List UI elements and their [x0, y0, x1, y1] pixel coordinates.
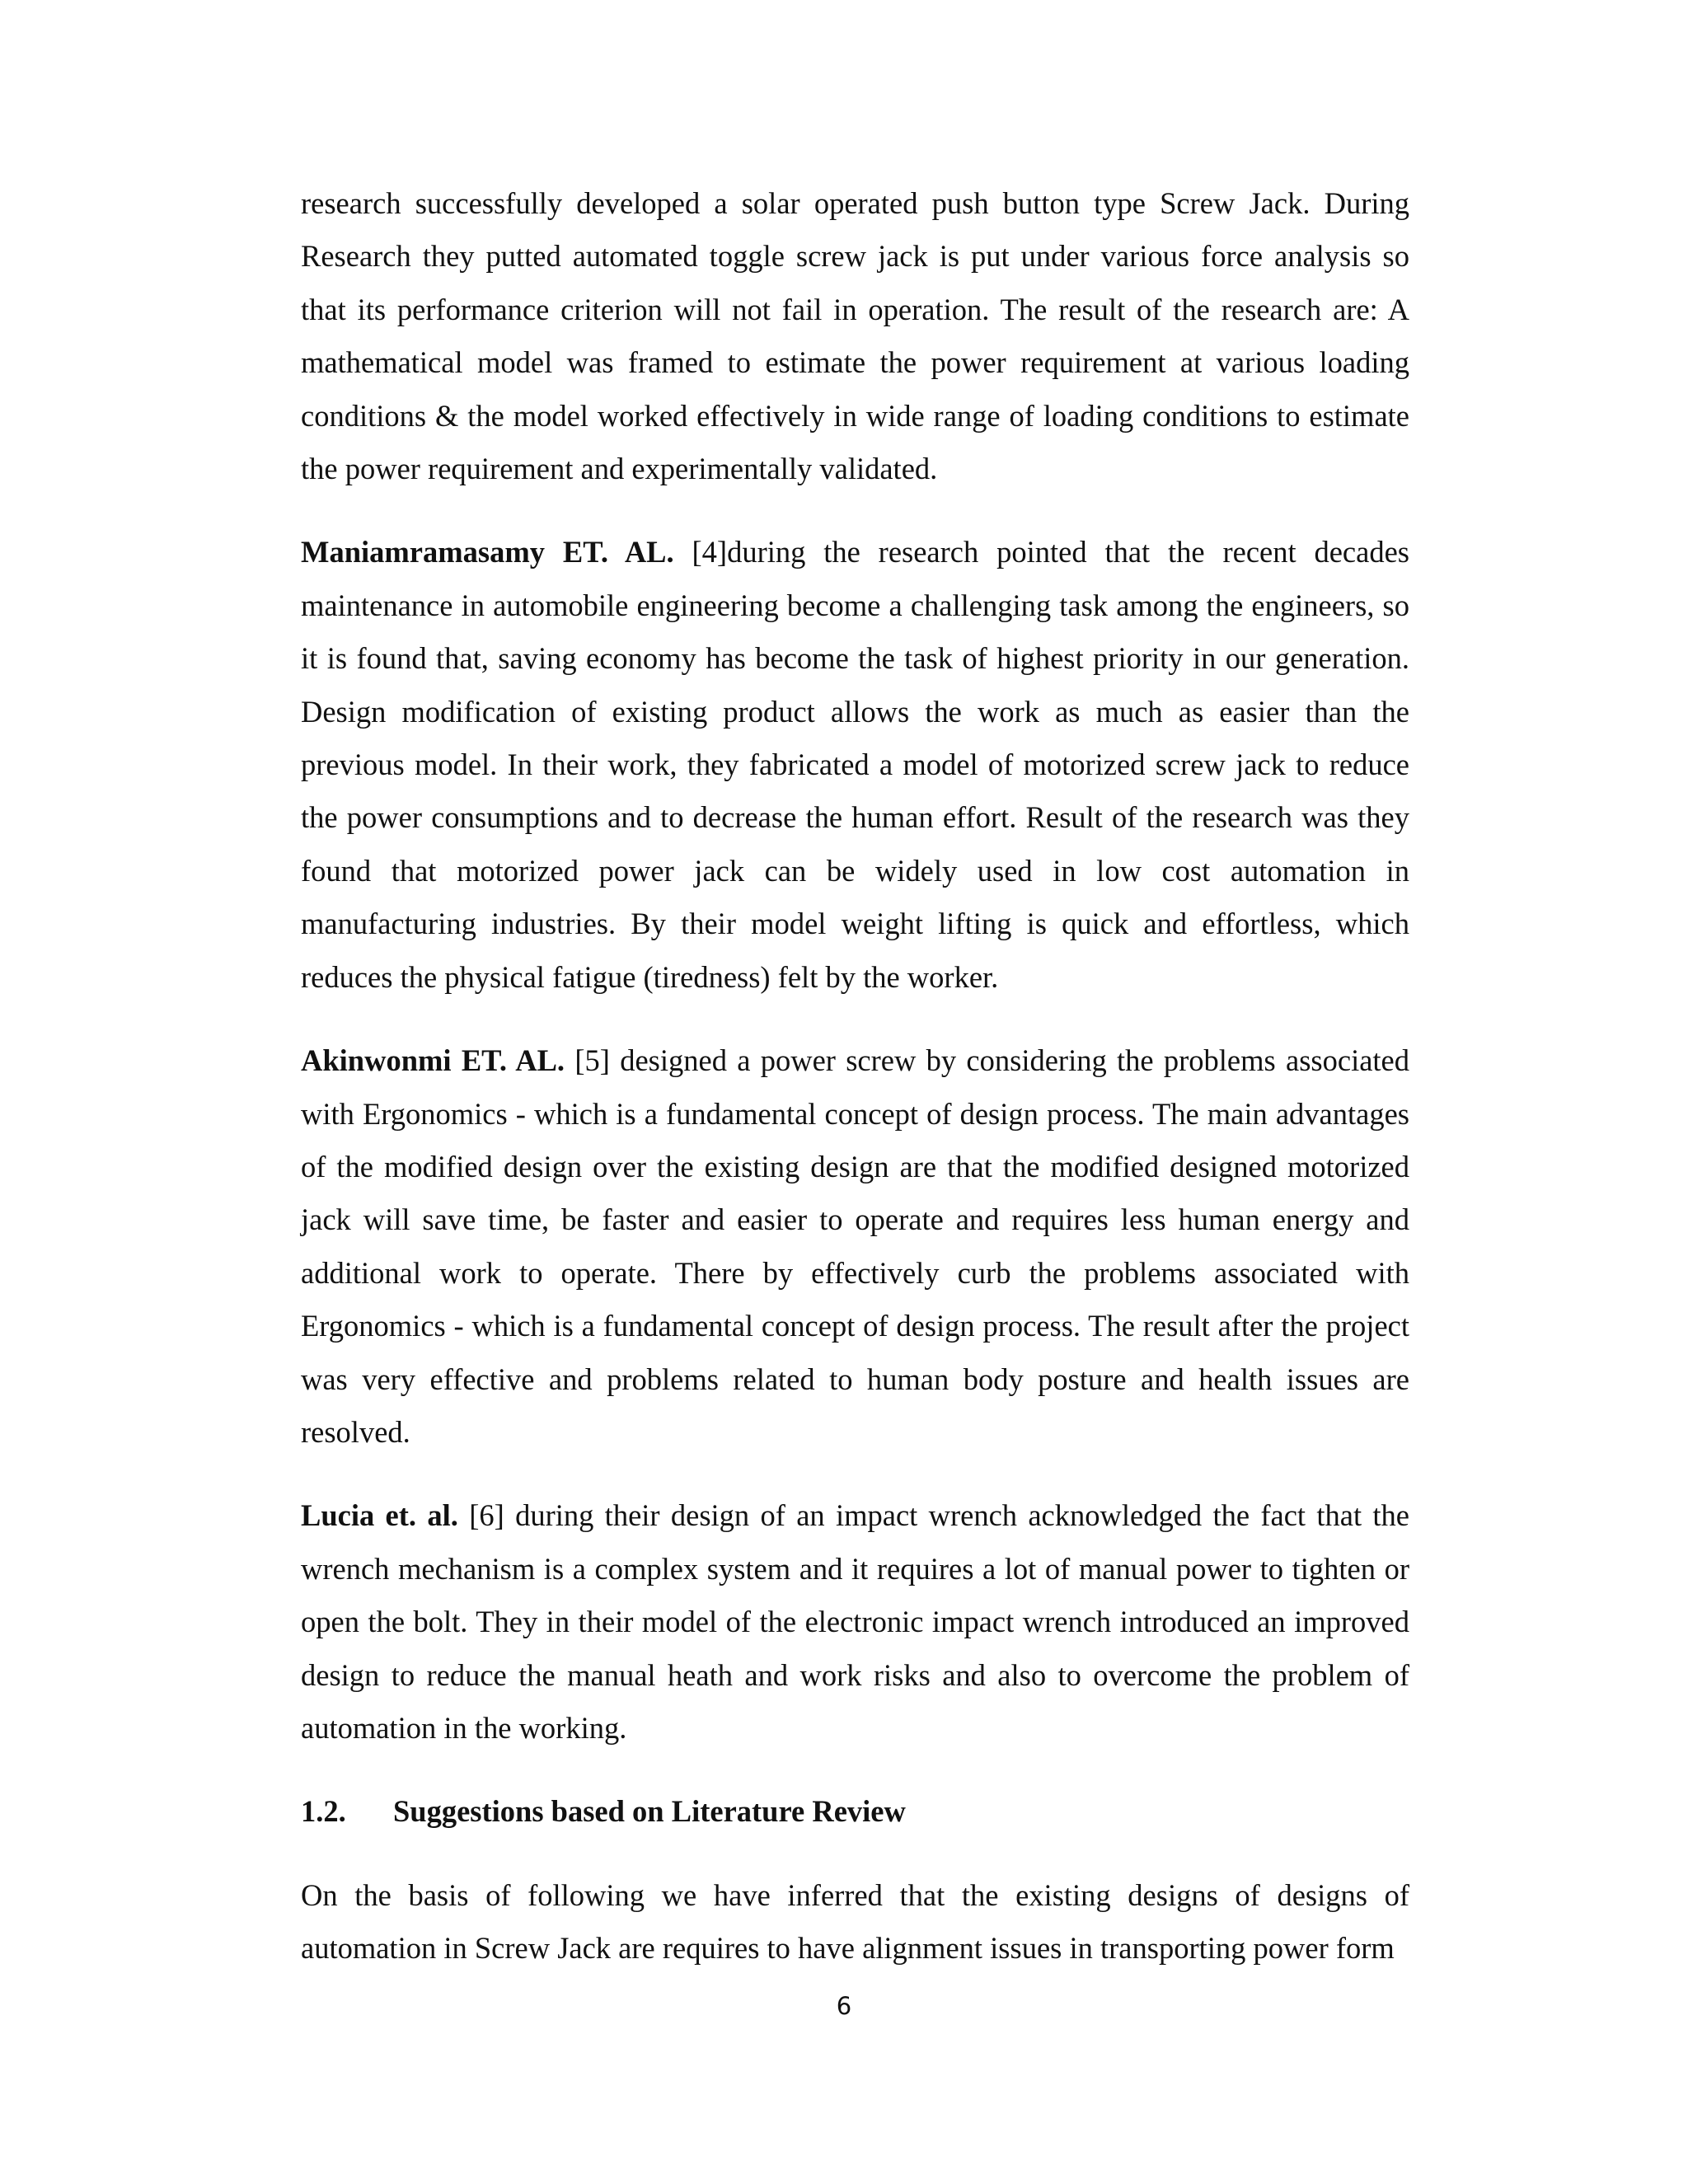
paragraph-text: [4]during the research pointed that the recent decades maintenance in automobile engineering become a challenging task among the engineers, so it is found that, saving economy has become the task of highest priority in our generation. Design modification of existing product allows the work as much as easier than the previous model. In their work, they fabricated a model of motorized screw jack to reduce the power consumptions and to decrease the human effort. Result of the research was they found that motorized power jack can be widely used in low cost automation in manufacturing industries. By their model weight lifting is quick and effortless, which reduces the physical fatigue (tiredness) felt by the worker.: [301, 535, 1409, 994]
paragraph-maniamramasamy: [301, 526, 1409, 1004]
paragraph-suggestions: [301, 1869, 1409, 1975]
author-citation: Lucia et. al.: [301, 1498, 458, 1533]
section-heading: [301, 1785, 1409, 1838]
author-citation: Maniamramasamy ET. AL.: [301, 535, 674, 569]
paragraph-text: On the basis of following we have inferred that the existing designs of designs of automation in Screw Jack are requires to have alignment issues in transporting power form: [301, 1877, 1409, 1966]
paragraph-lucia: [301, 1489, 1409, 1755]
section-title: Suggestions based on Literature Review: [393, 1794, 906, 1829]
section-number: 1.2.: [301, 1794, 346, 1829]
page-number: 6: [836, 1992, 852, 2020]
page-body: [301, 177, 1409, 2006]
paragraph-text: [6] during their design of an impact wrench acknowledged the fact that the wrench mechanism is a complex system and it requires a lot of manual power to tighten or open the bolt. They in their model of the electronic impact wrench introduced an improved design to reduce the manual heath and work risks and also to overcome the problem of automation in the working.: [301, 1498, 1410, 1745]
paragraph-text: research successfully developed a solar operated push button type Screw Jack. During Research they putted automated toggle screw jack is put under various force analysis so that its performance criterion will not fail in operation. The result of the research are: A mathematical model was framed to estimate the power requirement at various loading conditions & the model worked effectively in wide range of loading conditions to estimate the power requirement and experimentally validated.: [301, 186, 1409, 486]
paragraph-text: [5] designed a power screw by considering the problems associated with Ergonomics - which is a fundamental concept of design process. The main advantages of the modified design over the existing design are that the modified designed motorized jack will save time, be faster and easier to operate and requires less human energy and additional work to operate. There by effectively curb the problems associated with Ergonomics - which is a fundamental concept of design process. The result after the project was very effective and problems related to human body posture and health issues are resolved.: [301, 1043, 1409, 1449]
author-citation: Akinwonmi ET. AL.: [301, 1043, 565, 1078]
paragraph-akinwonmi: [301, 1034, 1409, 1459]
paragraph-continuation: [301, 177, 1409, 495]
